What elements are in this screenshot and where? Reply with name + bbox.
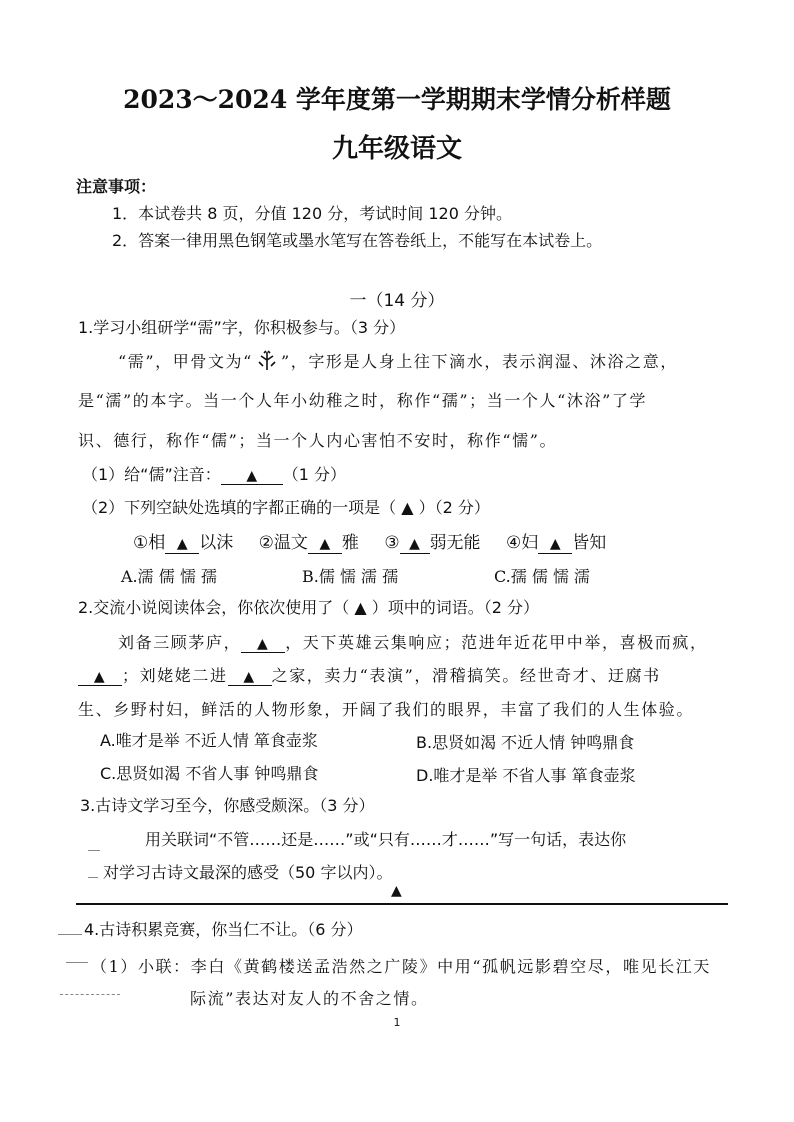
choice-c[interactable]: C.孺 儒 懦 濡 bbox=[494, 567, 591, 586]
scan-mark bbox=[66, 962, 88, 963]
passage-text: 刘备三顾茅庐， bbox=[118, 633, 242, 652]
answer-mark-icon: ▲ bbox=[391, 883, 402, 899]
sub-question-score: （1 分） bbox=[282, 465, 347, 484]
option-c[interactable]: C.思贤如渴 不省人事 钟鸣鼎食 bbox=[100, 764, 319, 783]
blank-item-suffix: 以沫 bbox=[199, 533, 234, 553]
scan-mark bbox=[58, 934, 82, 935]
question-2-passage-line bbox=[118, 630, 708, 653]
question-1-blank-items bbox=[133, 528, 606, 554]
blank-item-suffix: 皆知 bbox=[572, 533, 607, 553]
oracle-bone-glyph-icon bbox=[253, 350, 281, 372]
blank-item bbox=[506, 533, 606, 553]
question-2-stem: 2.交流小说阅读体会，你依次使用了（ ▲ ）项中的词语。（2 分） bbox=[78, 598, 540, 617]
blank-item-prefix: ④妇 bbox=[505, 533, 539, 553]
question-2-passage-line bbox=[78, 663, 661, 686]
blank-item bbox=[384, 533, 480, 553]
blank-item-prefix: ③ bbox=[384, 533, 400, 553]
answer-line[interactable] bbox=[76, 903, 728, 905]
blank-item-prefix: ②温文 bbox=[258, 533, 308, 553]
answer-blank[interactable] bbox=[308, 533, 342, 554]
blank-item-prefix: ①相 bbox=[133, 533, 166, 553]
answer-blank[interactable] bbox=[538, 533, 572, 554]
question-3-stem: 3.古诗文学习至今，你感受颇深。（3 分） bbox=[80, 796, 375, 815]
blank-item-suffix: 弱无能 bbox=[429, 533, 481, 553]
page-number: 1 bbox=[393, 1016, 401, 1029]
question-3-line: 对学习古诗文最深的感受（50 字以内）。 bbox=[103, 863, 393, 882]
passage-text: “需”，甲骨文为“ bbox=[118, 352, 253, 371]
scan-mark bbox=[88, 850, 100, 851]
option-b[interactable]: B.思贤如渴 不近人情 钟鸣鼎食 bbox=[416, 733, 635, 752]
question-1-passage-line bbox=[118, 349, 678, 372]
blank-item bbox=[259, 533, 359, 553]
answer-mark-icon: ▲ bbox=[176, 536, 188, 552]
option-a[interactable]: A.唯才是举 不近人情 箪食壶浆 bbox=[100, 731, 318, 750]
blank-item-suffix: 雅 bbox=[341, 533, 359, 553]
answer-blank[interactable] bbox=[221, 465, 283, 485]
answer-mark-icon: ▲ bbox=[319, 536, 331, 552]
notes-heading: 注意事项： bbox=[76, 177, 157, 196]
passage-text: 之家，卖力“表演”，滑稽搞笑。经世奇才、迂腐书 bbox=[271, 666, 661, 685]
question-1-passage-line: 是“濡”的本字。当一个人年小幼稚之时，称作“孺”；当一个人“沐浴”了学 bbox=[78, 391, 648, 410]
answer-mark-icon: ▲ bbox=[243, 669, 256, 685]
exam-title: 2023～2024 学年度第一学期期末学情分析样题 bbox=[123, 85, 671, 114]
answer-mark-icon: ▲ bbox=[549, 536, 561, 552]
passage-text: ，天下英雄云集响应；范进年近花甲中举，喜极而疯， bbox=[285, 633, 708, 652]
question-1-sub2: （2）下列空缺处选填的字都正确的一项是（ ▲ ）（2 分） bbox=[82, 498, 490, 517]
question-4-stem: 4.古诗积累竞赛，你当仁不让。（6 分） bbox=[84, 920, 363, 939]
answer-mark-icon: ▲ bbox=[409, 536, 420, 552]
answer-blank[interactable] bbox=[78, 666, 122, 686]
scan-mark bbox=[60, 994, 120, 995]
question-1-passage-line: 识、德行，称作“儒”；当一个人内心害怕不安时，称作“懦”。 bbox=[78, 431, 558, 450]
answer-blank[interactable] bbox=[228, 666, 272, 686]
question-2-passage-line: 生、乡野村妇，鲜活的人物形象，开阔了我们的眼界，丰富了我们的人生体验。 bbox=[78, 700, 695, 719]
choice-a[interactable]: A.濡 儒 懦 孺 bbox=[121, 567, 217, 586]
question-3-line: 用关联词“不管……还是……”或“只有……才……”写一句话，表达你 bbox=[145, 830, 627, 849]
passage-text: ”，字形是人身上往下滴水，表示润湿、沐浴之意， bbox=[280, 352, 678, 371]
note-item: 2．答案一律用黑色钢笔或墨水笔写在答卷纸上，不能写在本试卷上。 bbox=[112, 231, 603, 250]
question-4-line: （1）小联：李白《黄鹤楼送孟浩然之广陵》中用“孤帆远影碧空尽，唯见长江天 bbox=[91, 957, 711, 976]
sub-question-text: （1）给“儒”注音： bbox=[82, 465, 221, 484]
section-heading: 一（14 分） bbox=[349, 291, 445, 311]
question-1-stem: 1.学习小组研学“需”字，你积极参与。（3 分） bbox=[78, 318, 406, 337]
passage-text: ；刘姥姥二进 bbox=[122, 666, 228, 685]
answer-mark-icon: ▲ bbox=[93, 669, 107, 685]
option-d[interactable]: D.唯才是举 不省人事 箪食壶浆 bbox=[416, 766, 636, 785]
answer-blank[interactable] bbox=[241, 633, 285, 653]
answer-mark-icon: ▲ bbox=[257, 636, 270, 652]
answer-blank[interactable] bbox=[165, 533, 199, 554]
scan-mark bbox=[88, 877, 98, 878]
answer-blank[interactable] bbox=[400, 533, 430, 554]
question-4-line: 际流”表达对友人的不舍之情。 bbox=[190, 989, 429, 1008]
question-1-sub1 bbox=[82, 462, 346, 485]
choice-b[interactable]: B.儒 懦 濡 孺 bbox=[302, 567, 399, 586]
exam-subtitle: 九年级语文 bbox=[331, 134, 462, 164]
answer-mark-icon: ▲ bbox=[246, 468, 258, 484]
note-item: 1．本试卷共 8 页，分值 120 分，考试时间 120 分钟。 bbox=[112, 204, 512, 223]
blank-item bbox=[133, 533, 233, 553]
